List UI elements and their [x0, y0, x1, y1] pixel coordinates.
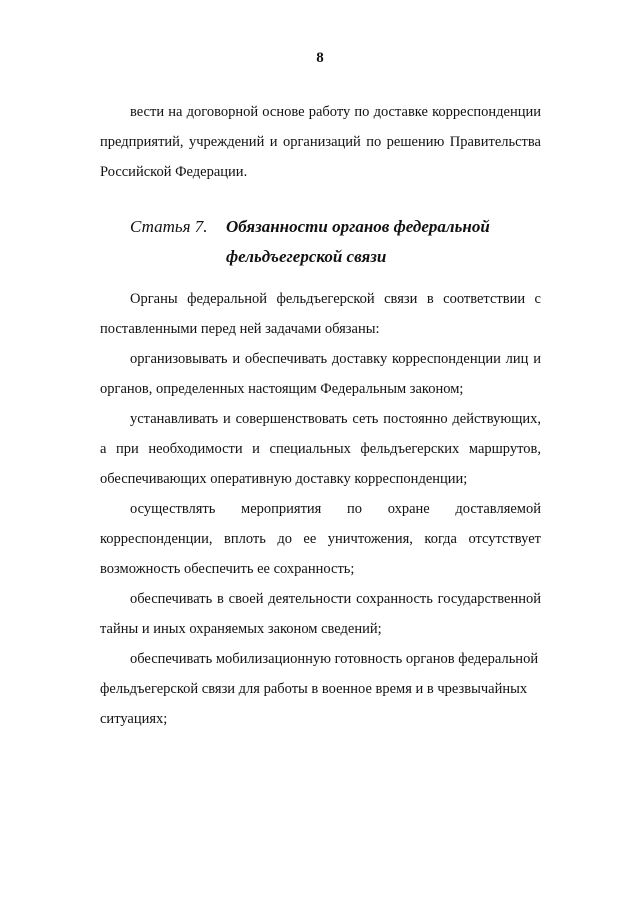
duty-item: обеспечивать в своей деятельности сохранность государственной тайны и иных охраняемых законом сведений; — [100, 591, 541, 637]
duties-list — [100, 284, 541, 734]
intro-block — [100, 97, 541, 187]
duty-item: осуществлять мероприятия по охране доставляемой корреспонденции, вплоть до ее уничтожения, когда отсутствует возможность обеспечить ее сохранность; — [100, 501, 541, 577]
intro-paragraph: вести на договорной основе работу по доставке корреспонденции предприятий, учреждений и организаций по решению Правительства Российской Федерации. — [100, 104, 541, 180]
article-title-line-1: Обязанности органов федеральной — [226, 217, 490, 236]
article-title — [226, 212, 490, 272]
page-number: 8 — [316, 50, 324, 66]
article-label: Статья 7. — [130, 217, 208, 236]
duty-item: обеспечивать мобилизационную готовность органов федеральной фельдъегерской связи для работы в военное время и в чрезвычайных ситуациях; — [100, 651, 539, 727]
duty-item: устанавливать и совершенствовать сеть постоянно действующих, а при необходимости и специальных фельдъегерских маршрутов, обеспечивающих оперативную доставку корреспонденции; — [100, 411, 541, 487]
duty-item: организовывать и обеспечивать доставку корреспонденции лиц и органов, определенных настоящим Федеральным законом; — [100, 351, 541, 397]
paragraph-intro-duties: Органы федеральной фельдъегерской связи в соответствии с поставленными перед ней задачами обязаны: — [100, 291, 541, 337]
article-title-line-2: фельдъегерской связи — [226, 247, 387, 266]
